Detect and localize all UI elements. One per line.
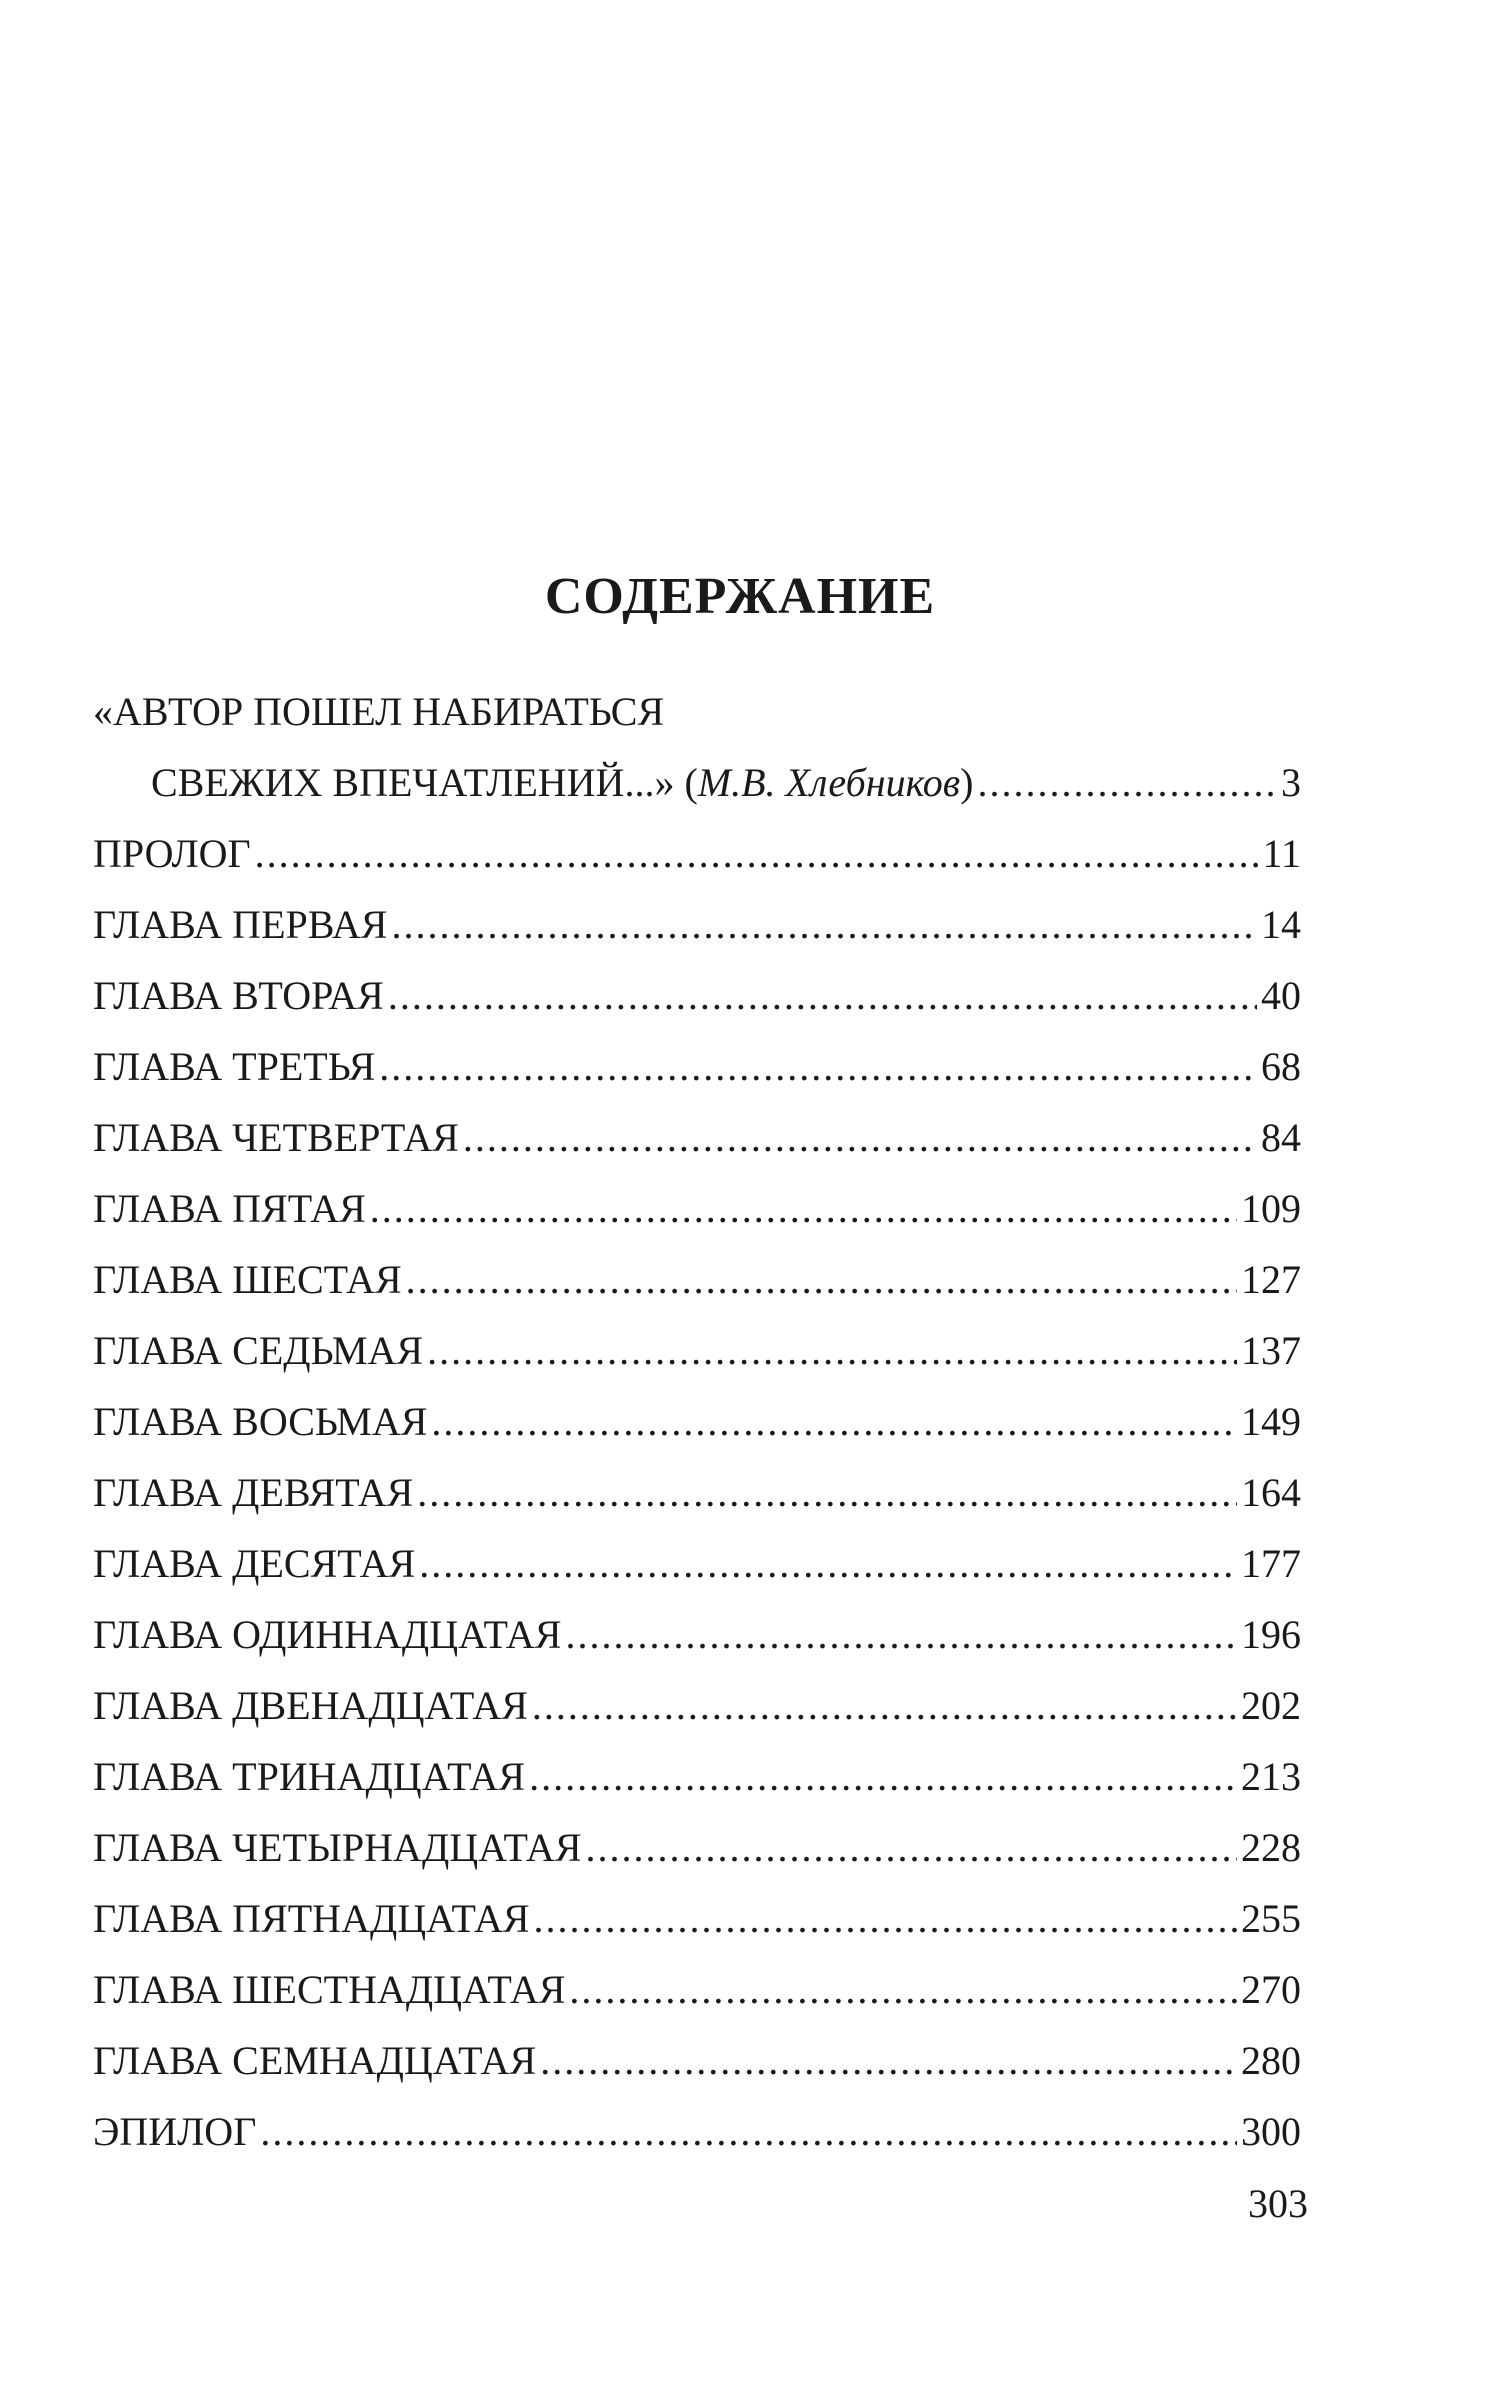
dot-leader [260, 2096, 1237, 2167]
toc-entry-page: 280 [1241, 2038, 1301, 2083]
toc-entry-page: 84 [1261, 1115, 1301, 1160]
dot-leader [255, 818, 1259, 889]
dot-leader [427, 1315, 1237, 1386]
toc-entry-chapter-6[interactable] [93, 1244, 1301, 1315]
toc-entry-label: ЭПИЛОГ [93, 2109, 257, 2154]
toc-intro-entry[interactable] [93, 676, 1301, 818]
dot-leader [388, 960, 1257, 1031]
toc-entry-chapter-9[interactable] [93, 1457, 1301, 1528]
toc-entry-chapter-5[interactable] [93, 1173, 1301, 1244]
toc-entry-chapter-8[interactable] [93, 1386, 1301, 1457]
toc-entry-label: ГЛАВА ДВЕНАДЦАТАЯ [93, 1683, 528, 1728]
dot-leader [391, 889, 1257, 960]
toc-intro-line1: «АВТОР ПОШЕЛ НАБИРАТЬСЯ [93, 689, 665, 734]
toc-entry-chapter-11[interactable] [93, 1599, 1301, 1670]
dot-leader [565, 1599, 1237, 1670]
toc-intro-label [151, 747, 973, 818]
toc-entry-chapter-3[interactable] [93, 1031, 1301, 1102]
toc-entry-label: ГЛАВА ДЕВЯТАЯ [93, 1470, 414, 1515]
dot-leader [540, 2025, 1237, 2096]
toc-entry-page: 270 [1241, 1967, 1301, 2012]
dot-leader [534, 1883, 1237, 1954]
toc-entry-epilogue[interactable] [93, 2096, 1301, 2167]
toc-entry-label: ГЛАВА ДЕСЯТАЯ [93, 1541, 416, 1586]
toc-entry-page: 228 [1241, 1825, 1301, 1870]
toc-entry-prologue[interactable] [93, 818, 1301, 889]
toc-list [93, 676, 1301, 2167]
toc-entry-page: 177 [1241, 1541, 1301, 1586]
toc-entry-chapter-17[interactable] [93, 2025, 1301, 2096]
toc-entry-label: ГЛАВА ЧЕТВЕРТАЯ [93, 1115, 459, 1160]
toc-entry-page: 255 [1241, 1896, 1301, 1941]
toc-title: СОДЕРЖАНИЕ [544, 568, 936, 625]
toc-entry-chapter-10[interactable] [93, 1528, 1301, 1599]
dot-leader [532, 1670, 1237, 1741]
toc-intro-author-close: ) [960, 760, 974, 805]
toc-entry-label: ГЛАВА ШЕСТАЯ [93, 1257, 402, 1302]
dot-leader [431, 1386, 1237, 1457]
toc-entry-chapter-12[interactable] [93, 1670, 1301, 1741]
toc-entry-chapter-2[interactable] [93, 960, 1301, 1031]
toc-entry-label: ГЛАВА ПЯТАЯ [93, 1186, 366, 1231]
toc-intro-page: 3 [1281, 760, 1301, 805]
toc-entry-chapter-15[interactable] [93, 1883, 1301, 1954]
toc-entry-page: 11 [1262, 831, 1301, 876]
toc-entry-page: 109 [1241, 1186, 1301, 1231]
toc-entry-label: ГЛАВА ПЯТНАДЦАТАЯ [93, 1896, 530, 1941]
toc-entry-label: ГЛАВА ТРЕТЬЯ [93, 1044, 376, 1089]
toc-entry-label: ГЛАВА ВОСЬМАЯ [93, 1399, 428, 1444]
toc-intro-line2-row [93, 747, 1301, 818]
dot-leader [419, 1528, 1237, 1599]
dot-leader [417, 1457, 1237, 1528]
toc-entry-page: 300 [1241, 2109, 1301, 2154]
dot-leader [463, 1102, 1257, 1173]
toc-entry-page: 68 [1261, 1044, 1301, 1089]
dot-leader [529, 1741, 1237, 1812]
toc-intro-line2: СВЕЖИХ ВПЕЧАТЛЕНИЙ...» [151, 760, 675, 805]
toc-entry-label: ГЛАВА СЕМНАДЦАТАЯ [93, 2038, 537, 2083]
toc-entry-label: ГЛАВА ВТОРАЯ [93, 973, 384, 1018]
toc-entry-chapter-13[interactable] [93, 1741, 1301, 1812]
toc-entry-chapter-14[interactable] [93, 1812, 1301, 1883]
toc-entry-label: ГЛАВА СЕДЬМАЯ [93, 1328, 424, 1373]
dot-leader [977, 747, 1277, 818]
toc-entry-chapter-7[interactable] [93, 1315, 1301, 1386]
page-number: 303 [1248, 2181, 1308, 2226]
toc-entry-label: ПРОЛОГ [93, 831, 251, 876]
toc-entry-page: 196 [1241, 1612, 1301, 1657]
toc-entry-chapter-1[interactable] [93, 889, 1301, 960]
toc-entry-label: ГЛАВА ШЕСТНАДЦАТАЯ [93, 1967, 566, 2012]
toc-entry-page: 127 [1241, 1257, 1301, 1302]
toc-entry-label: ГЛАВА ОДИННАДЦАТАЯ [93, 1612, 562, 1657]
toc-entry-chapter-4[interactable] [93, 1102, 1301, 1173]
toc-entry-label: ГЛАВА ЧЕТЫРНАДЦАТАЯ [93, 1825, 582, 1870]
toc-entry-page: 213 [1241, 1754, 1301, 1799]
toc-entry-chapter-16[interactable] [93, 1954, 1301, 2025]
dot-leader [379, 1031, 1257, 1102]
toc-intro-author: М.В. Хлебников [697, 760, 961, 805]
toc-entry-page: 137 [1241, 1328, 1301, 1373]
dot-leader [569, 1954, 1237, 2025]
toc-entry-label: ГЛАВА ТРИНАДЦАТАЯ [93, 1754, 526, 1799]
dot-leader [370, 1173, 1237, 1244]
dot-leader [586, 1812, 1238, 1883]
toc-intro-author-open: ( [684, 760, 698, 805]
dot-leader [406, 1244, 1237, 1315]
toc-entry-page: 14 [1261, 902, 1301, 947]
toc-entry-page: 40 [1261, 973, 1301, 1018]
toc-entry-label: ГЛАВА ПЕРВАЯ [93, 902, 388, 947]
toc-entry-page: 149 [1241, 1399, 1301, 1444]
toc-entry-page: 202 [1241, 1683, 1301, 1728]
toc-entry-page: 164 [1241, 1470, 1301, 1515]
